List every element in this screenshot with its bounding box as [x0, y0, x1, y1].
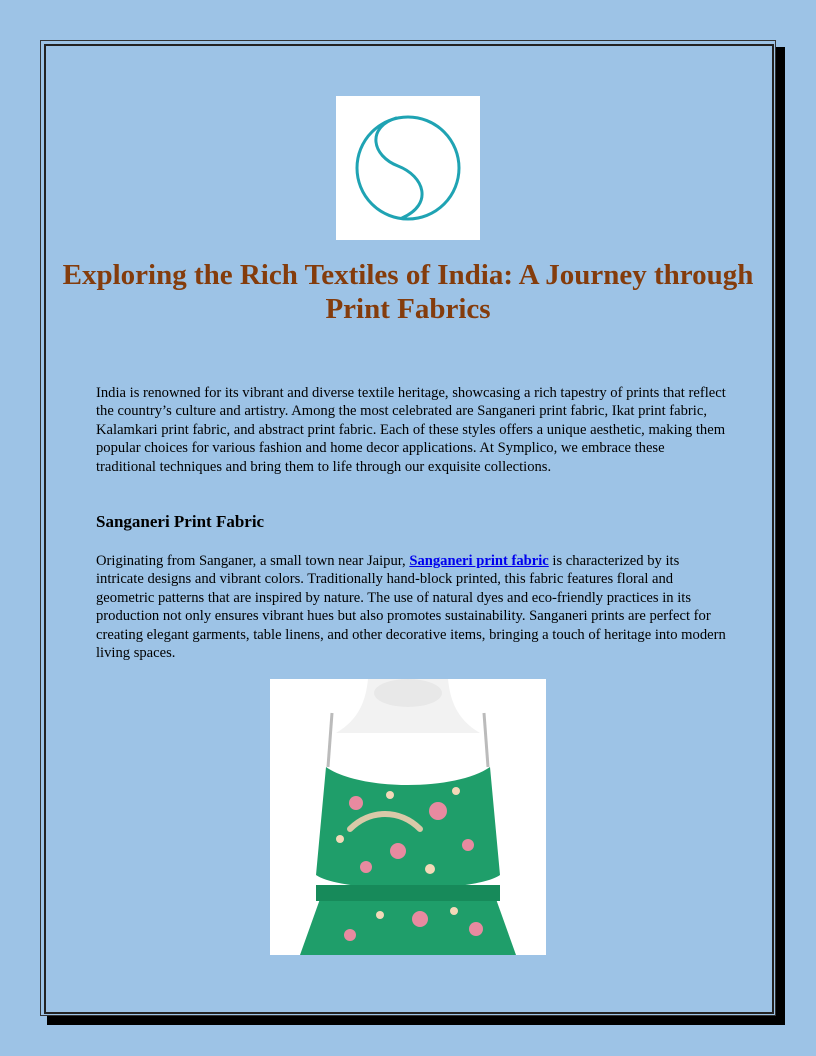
sanganeri-link[interactable]: Sanganeri print fabric	[409, 553, 549, 569]
section-heading-sanganeri: Sanganeri Print Fabric	[96, 512, 265, 531]
symplico-logo	[336, 96, 480, 240]
floral-dress-image	[270, 679, 546, 955]
floral-dress-icon	[270, 679, 546, 955]
intro-paragraph: India is renowned for its vibrant and diverse textile heritage, showcasing a rich tapestry of prints that reflect the country’s culture and artistry. Among the most celebrated are Sanganeri print fabric, Ikat print fabric, Kalamkari print fabric, and abstract print fabric. Each of these styles offers a unique aesthetic, making them popular choices for various fashion and home decor applications. At Symplico, we embrace these traditional techniques and bring them to life through our exquisite collections.	[96, 385, 726, 475]
sanganeri-text-before: Originating from Sanganer, a small town near Jaipur,	[96, 553, 410, 569]
sanganeri-paragraph	[96, 552, 726, 662]
page-title: Exploring the Rich Textiles of India: A Journey through Print Fabrics	[62, 259, 754, 325]
sanganeri-text-after: is characterized by its intricate designs and vibrant colors. Traditionally hand-block printed, this fabric features floral and geometric patterns that are inspired by nature. The use of natural dyes and eco-friendly practices in its production not only ensures vibrant hues but also promotes sustainability. Sanganeri prints are perfect for creating elegant garments, table linens, and other decorative items, bringing a touch of heritage into modern living spaces.	[96, 553, 726, 662]
s-circle-logo-icon	[336, 96, 480, 240]
